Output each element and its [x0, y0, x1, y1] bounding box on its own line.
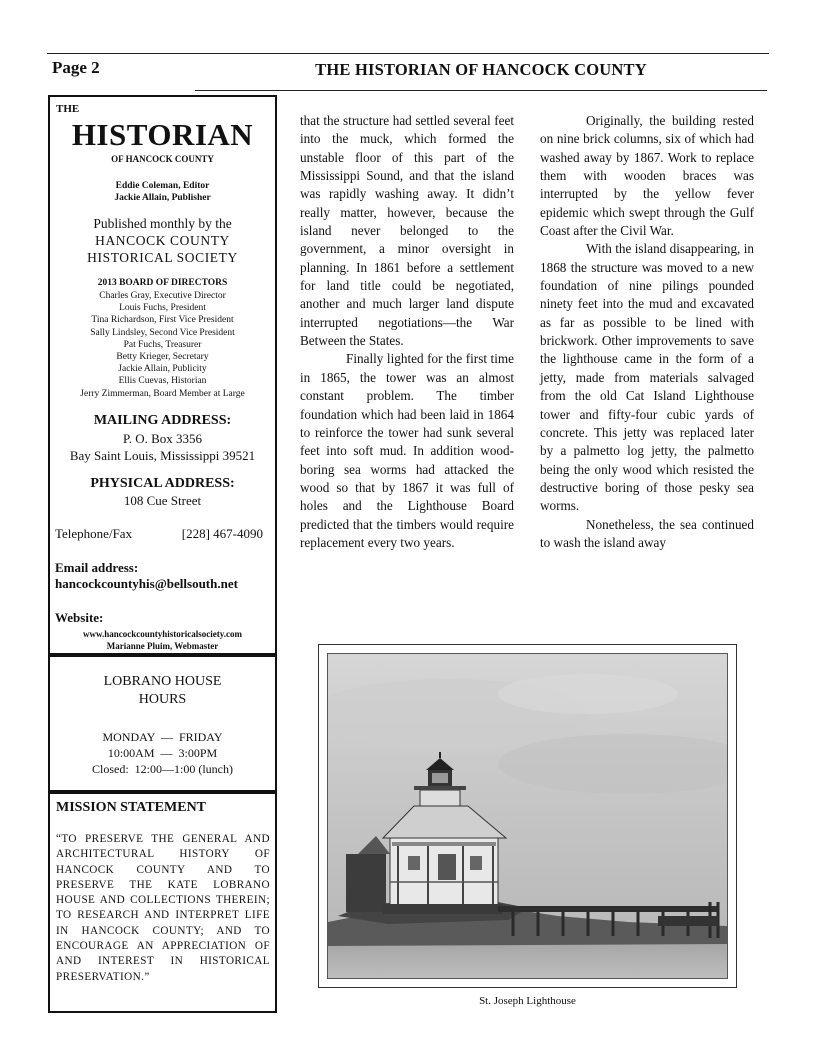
webmaster-credit: Marianne Pluim, Webmaster — [106, 641, 219, 651]
editor-credit: Eddie Coleman, Editor — [115, 181, 210, 191]
board-member: Pat Fuchs, Treasurer — [123, 339, 202, 350]
masthead-title: THE HISTORIAN OF HANCOCK COUNTY — [315, 60, 647, 79]
board-member: Jerry Zimmerman, Board Member at Large — [80, 388, 245, 399]
board-member: Tina Richardson, First Vice President — [91, 315, 234, 326]
hours-heading-line-2: HOURS — [138, 692, 187, 707]
physical-heading: PHYSICAL ADDRESS: — [90, 476, 235, 491]
lighthouse-image — [328, 654, 727, 978]
article-paragraph: that the structure had settled several feet into the muck, which formed the unstable floor of this part of the Mississippi Sound, and that the island was rapidly washing away. It didn’t really matter, however, because the island never belonged to the government, a minor oversight in planning. In 1861 before a settlement for land title could be negotiated, another and much larger land dispute interrupted negotiations—the War Between the States. — [300, 113, 514, 349]
website-url: www.hancockcountyhistoricalsociety.com — [83, 629, 242, 639]
board-member: Sally Lindsley, Second Vice President — [90, 327, 235, 338]
hours-times: 10:00AM — 3:00PM — [107, 746, 218, 760]
lighthouse-photo-frame — [318, 644, 737, 988]
board-member: Ellis Cuevas, Historian — [118, 376, 207, 387]
hours-heading — [50, 673, 275, 709]
mission-heading: MISSION STATEMENT — [56, 800, 207, 815]
board-member: Louis Fuchs, President — [119, 303, 206, 314]
publisher-statement — [50, 215, 275, 266]
website-info — [50, 628, 275, 652]
board-member: Betty Krieger, Secretary — [116, 352, 209, 363]
board-heading: 2013 BOARD OF DIRECTORS — [97, 278, 228, 288]
board-member: Jackie Allain, Publicity — [118, 364, 207, 375]
telephone-row — [55, 526, 263, 542]
mailing-line-1: P. O. Box 3356 — [122, 431, 203, 446]
email-heading: Email address: — [55, 560, 139, 575]
society-line-1: HANCOCK COUNTY — [95, 233, 230, 248]
publisher-credit: Jackie Allain, Publisher — [114, 193, 211, 203]
board-member: Charles Gray, Executive Director — [99, 291, 226, 301]
article-paragraph: Originally, the building rested on nine brick columns, six of which had washed away by 1867. Work to replace them with wooden braces was interrupted by the yellow fever epidemic which swept through the Gulf Coast after the Civil War. — [540, 113, 754, 239]
hours-details — [50, 729, 275, 777]
mailing-line-2: Bay Saint Louis, Mississippi 39521 — [69, 448, 256, 463]
sidebar-info-box — [48, 95, 277, 655]
telephone-number: [228] 467-4090 — [181, 526, 263, 541]
mailing-address — [50, 430, 275, 464]
header-rule — [47, 53, 769, 54]
article-column-2 — [540, 112, 754, 552]
published-line: Published monthly by the — [93, 216, 232, 231]
hours-box — [48, 655, 277, 792]
mission-box — [48, 792, 277, 1013]
mailing-heading: MAILING ADDRESS: — [93, 413, 232, 428]
physical-address: 108 Cue Street — [123, 493, 202, 508]
telephone-label: Telephone/Fax — [55, 526, 133, 541]
staff-credits — [50, 180, 275, 204]
masthead-rule — [195, 90, 767, 91]
society-line-2: HISTORICAL SOCIETY — [87, 250, 238, 265]
website-heading: Website: — [55, 610, 104, 625]
hours-heading-line-1: LOBRANO HOUSE — [103, 674, 222, 689]
lighthouse-photo — [327, 653, 728, 979]
article-column-1 — [300, 112, 514, 552]
hours-closed: Closed: 12:00—1:00 (lunch) — [92, 762, 233, 776]
article-paragraph: With the island disappearing, in 1868 the structure was moved to a new foundation of nine pilings pounded ninety feet into the mud and excavated as far as possible to be lined with brickwork. Other improvements to save the lighthouse came in the form of a jetty, made from materials salvaged from the old Cat Island Lighthouse tower and fifty-four cubic yards of concrete. This jetty was replaced later by a palmetto log jetty, the palmetto being the only wood which resisted the destructive boring of those pesky sea worms. — [540, 241, 754, 514]
newsletter-subtitle: OF HANCOCK COUNTY — [111, 154, 214, 164]
title-the: THE — [56, 103, 80, 115]
newsletter-title: HISTORIAN — [71, 117, 254, 152]
email-address: hancockcountyhis@bellsouth.net — [55, 576, 238, 591]
photo-caption: St. Joseph Lighthouse — [479, 995, 576, 1007]
article-paragraph: Finally lighted for the first time in 1865, the tower was an almost constant problem. The timber foundation which had been laid in 1864 to reinforce the tower had sunk several feet into soft mud. In addition wood-boring sea worms had attacked the wood so that by 1867 it was full of holes and the Lighthouse Board predicted that the timbers would require replacement every two years. — [300, 351, 514, 550]
hours-days: MONDAY — FRIDAY — [102, 730, 223, 744]
board-list — [50, 290, 275, 400]
article-paragraph: Nonetheless, the sea continued to wash the island away — [540, 516, 754, 550]
page-number: Page 2 — [52, 58, 100, 77]
mission-text: “TO PRESERVE THE GENERAL AND ARCHITECTURAL HISTORY OF HANCOCK COUNTY AND TO PRESERVE THE KATE LOBRANO HOUSE AND COLLECTIONS THEREIN; TO RESEARCH AND INTERPRET LIFE IN HANCOCK COUNTY; AND TO ENCOURAGE AN APPRECIATION OF AND INTEREST IN HISTORICAL PRESERVATION.” — [56, 833, 270, 983]
